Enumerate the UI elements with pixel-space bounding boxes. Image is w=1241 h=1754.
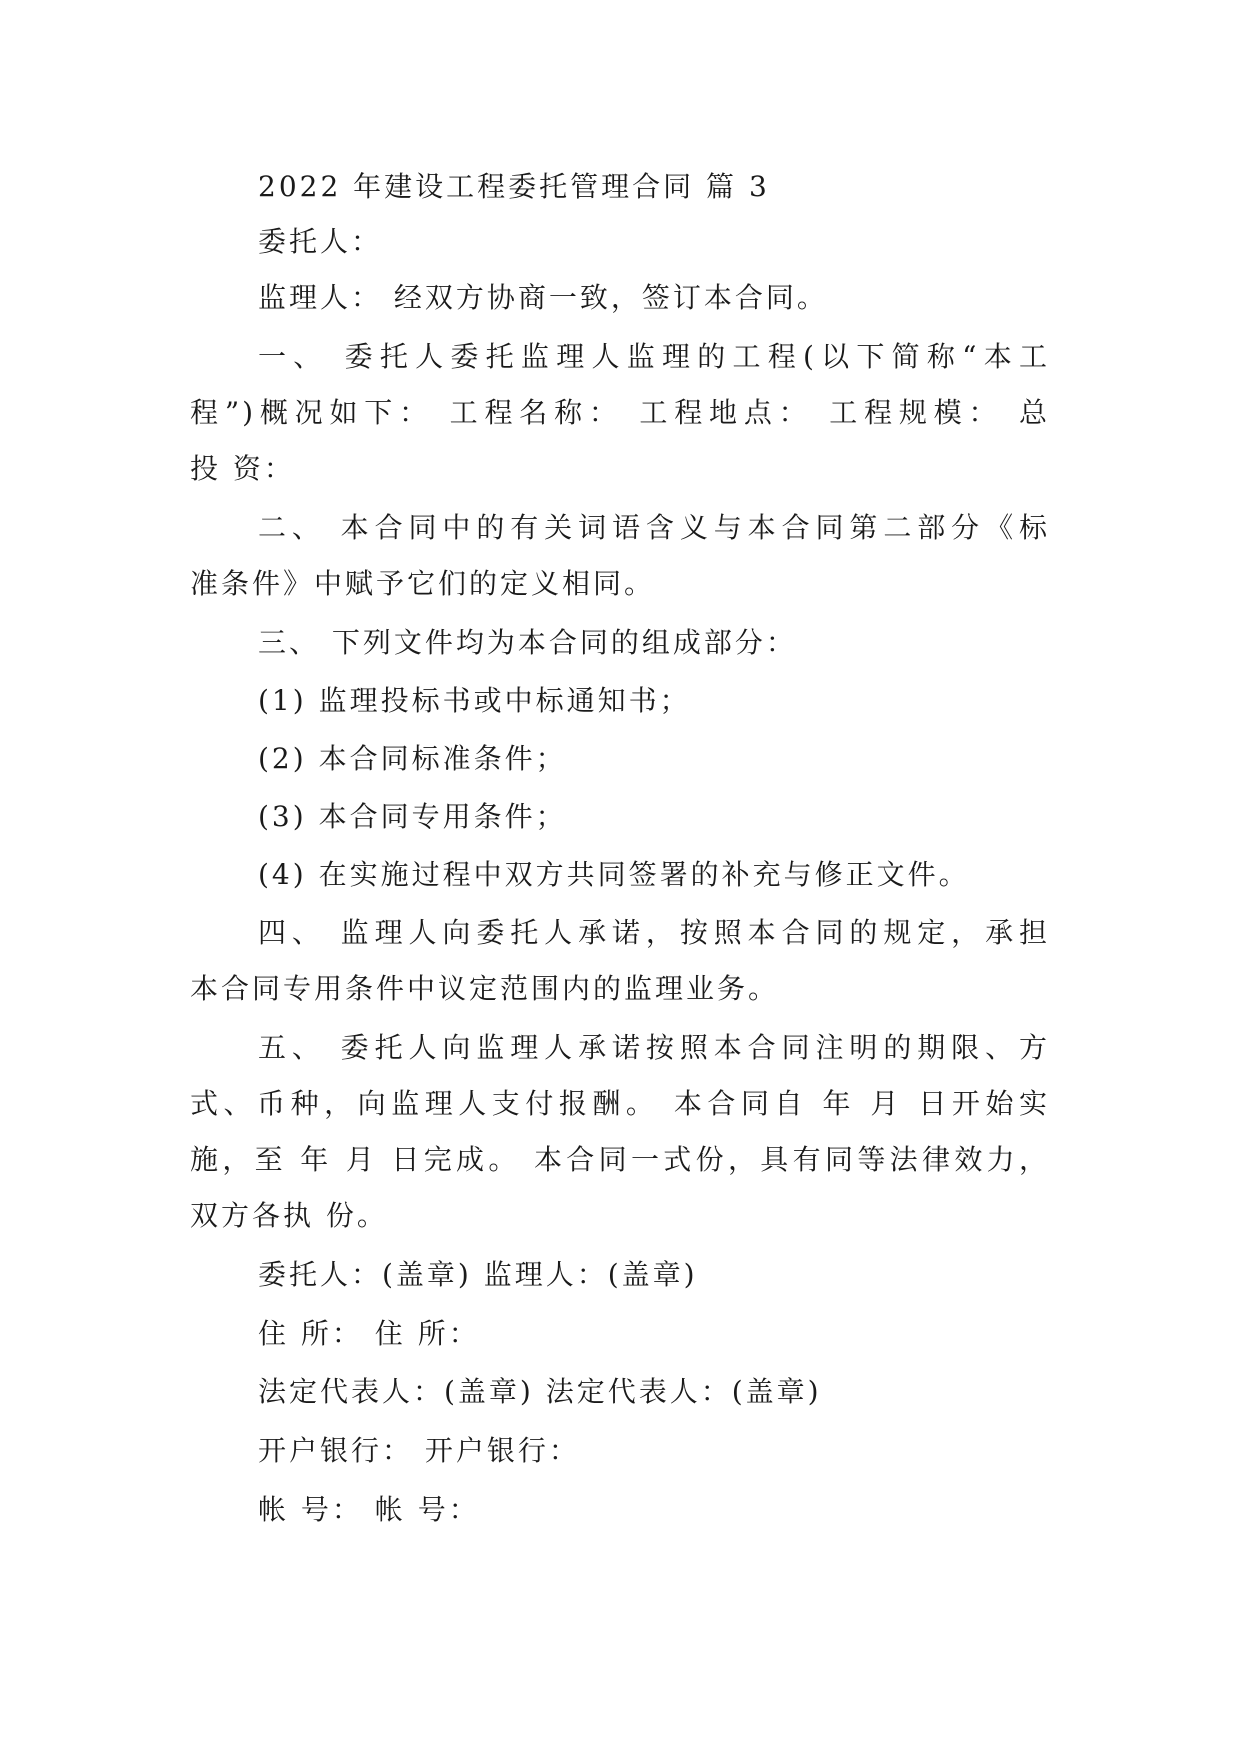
clause-2-line-1: 二、 本合同中的有关词语含义与本合同第二部分《标 (258, 511, 1050, 544)
clause-3-item-4: (4) 在实施过程中双方共同签署的补充与修正文件。 (258, 858, 970, 891)
clause-1-line-3: 投 资： (190, 452, 295, 485)
client-label: 委托人： (258, 225, 383, 258)
clause-5-line-4: 双方各执 份。 (190, 1199, 388, 1232)
document-title: 2022 年建设工程委托管理合同 篇 3 (258, 170, 770, 203)
clause-5-line-1: 五、 委托人向监理人承诺按照本合同注明的期限、方 (258, 1031, 1050, 1064)
supervisor-line: 监理人： 经双方协商一致，签订本合同。 (258, 281, 828, 314)
clause-3-heading: 三、 下列文件均为本合同的组成部分： (258, 626, 797, 659)
clause-4-line-2: 本合同专用条件中议定范围内的监理业务。 (190, 972, 780, 1005)
clause-2-line-2: 准条件》中赋予它们的定义相同。 (190, 567, 656, 600)
clause-3-item-3: (3) 本合同专用条件； (258, 800, 567, 833)
clause-5-line-2: 式、币种，向监理人支付报酬。 本合同自 年 月 日开始实 (190, 1087, 1050, 1120)
signature-seal-line: 委托人：(盖章) 监理人：(盖章) (258, 1258, 698, 1291)
clause-3-item-1: (1) 监理投标书或中标通知书； (258, 684, 691, 717)
clause-1-line-2: 程”)概况如下： 工程名称： 工程地点： 工程规模： 总 (190, 396, 1050, 429)
address-line: 住 所： 住 所： (258, 1317, 480, 1350)
clause-4-line-1: 四、 监理人向委托人承诺，按照本合同的规定，承担 (258, 916, 1050, 949)
clause-3-item-2: (2) 本合同标准条件； (258, 742, 567, 775)
bank-line: 开户银行： 开户银行： (258, 1434, 580, 1467)
account-number-line: 帐 号： 帐 号： (258, 1493, 480, 1526)
legal-representative-line: 法定代表人：(盖章) 法定代表人：(盖章) (258, 1375, 822, 1408)
clause-1-line-1: 一、 委托人委托监理人监理的工程(以下简称“本工 (258, 340, 1050, 373)
clause-5-line-3: 施，至 年 月 日完成。 本合同一式份，具有同等法律效力， (190, 1143, 1050, 1176)
